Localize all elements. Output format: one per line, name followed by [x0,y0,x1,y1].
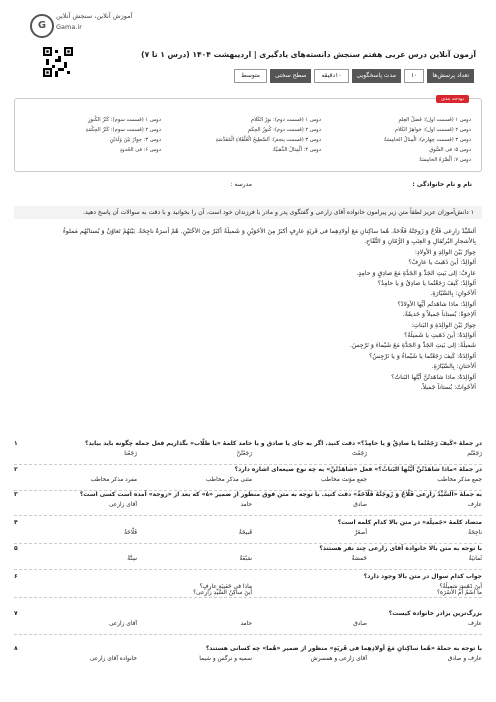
question-text: جواب کدام سوال در متن بالا وجود دارد؟ [363,573,482,580]
qr-code-icon [43,47,73,77]
question-text: در جملهٔ «کَیفَ رَجَعْتُما یا صادِقُ وَ یا حامِدُ؟» دقت کنید. اگر به جای یا صادق و یا حامد کلمهٔ «یا طلّاب» بگذاریم فعل جمله چگونه باید بیاید؟ [84,440,482,447]
passage-line: شَمیلَةُ: إلی بَیتِ الجَدِّ وَ الجَدَّةِ مَعَ شَیْماءَ وَ نَرْجِسَ. [350,342,476,350]
name-label[interactable]: نام و نام خانوادگی : [412,181,472,188]
answer-option[interactable]: ثَمانیَةٌ [468,556,482,562]
syllabus-item: دوس ۱ (قسمت اول): فَضلُ العِلمِ [398,117,471,123]
divider [14,515,482,516]
passage-line: اَلأخَوانِ: بِالسَّیّارَةِ. [430,290,476,298]
time-label: مدت پاسخگویی [352,69,401,83]
answer-option[interactable]: خانواده آقای زارعی [89,656,137,662]
passage-line: اَلوالِدَةُ: أینَ ذَهَبتِ یا شَمیلَةُ؟ [404,332,476,340]
answer-option[interactable]: صادق [353,621,367,627]
passage-line: حِوارٌ بَیْنَ الوالِدِ وَ الأولادِ: [414,248,476,256]
passage-line: اَلأَخَواتُ: بُستاناً جَمیلاً. [420,384,476,392]
answer-option[interactable]: فَلّاحَةٌ [124,530,137,536]
answer-option[interactable]: قَبیحَةٌ [238,530,252,536]
answer-option[interactable]: جمع مذکر مخاطب [437,477,482,483]
time-value: ۱۰دقیقه [314,69,348,83]
count-value: ۱۰ [404,69,424,83]
answer-option[interactable]: أینَ ذَهَبتِ سَمیلَةُ؟ [439,584,482,590]
passage-line: اَلوالِدُ: کَیفَ رَجَعْتُما یا صادِقُ وَ یا حامِدُ؟ [377,280,476,288]
syllabus-item: دوس ۶: فی الحُدودِ [119,147,161,153]
answer-option[interactable]: مفرد مذکر مخاطب [90,477,137,483]
instructions: ۱ دانش‌آموزان عزیز لطفاً متن زیر پیرامون خانواده آقای زارعی و گفتگوی پدر و مادر با فرزندان خود است. آن را بخوانید و با دقت به سوالات آن پاسخ دهید. [14,206,482,219]
divider [14,634,482,635]
passage-line: اَلوالِدُ: أینَ ذَهَبتَ یا عارِفُ؟ [408,259,476,267]
answer-option[interactable]: سَبْعَةٌ [239,556,252,562]
question-text: به جملهٔ «اَلسَّیِّدُ زارِعی فَلّاحٌ وَ زَوجَتُهُ فَلّاحَةٌ» دقت کنید. با توجه به متن فوق منظور از ضمیر «هُ» که بعد از «زوجة» آمده است کسی است؟ [79,491,482,498]
question-text: با توجه به متن بالا خانواده آقای زارعی چند نفر هستند؟ [319,545,482,552]
syllabus-col-1 [384,115,471,165]
answer-option[interactable]: ما اسْمُ أُمِّ الأُسْرَةِ؟ [436,590,482,596]
syllabus-item: دوس ۷: اَلْصَّرَةُ الخامِسَةُ [419,157,471,163]
answer-option[interactable]: رَجَعْتَ [352,451,367,457]
question-number: ۱ [14,440,18,447]
question-item [14,440,482,464]
question-text: با توجه به جملهٔ «هُما ساکِنانِ مَعَ أولادِهِما فی قَریَةٍ» منظور از ضمیر «هُما» چه کسانی هستند؟ [205,645,482,652]
question-number: ۲ [14,466,18,473]
divider [14,464,482,465]
answer-option[interactable]: خَمسَةٌ [351,556,367,562]
passage-line: اَلوالِدُ: ماذا شاهَدتُم أیُّها الأولادُ؟ [397,300,476,308]
answer-option[interactable]: سمیه و نرگس و شیما [199,656,252,662]
divider [14,543,482,544]
question-number: ۴ [14,519,18,526]
syllabus-item: دوس ۳ (قسمت پنجم): اَلسَّطِیحُ الْعُلْقُلاءِ الْمُقَدَّسَةِ [215,137,321,143]
answer-option[interactable]: سِتَّةٌ [127,556,137,562]
passage-line: اَلوالِدَةُ: ماذا شاهَدتُنَّ أیَّتُها البَناتُ؟ [391,373,476,381]
passage-line: اَلإخوَةُ: بُستاناً جَمیلاً وَ حَدیقَةً. [402,311,476,319]
exam-info [234,69,474,83]
question-text: بزرگ‌ترین برادر خانواده کیست؟ [388,610,482,617]
question-item [14,466,482,490]
question-item [14,491,482,515]
brand-logo-icon: G [30,14,54,38]
answer-option[interactable]: أینَ ساکِنُ السَّیِّدِ زارِعی؟ [193,590,252,596]
question-number: ۸ [14,645,18,652]
answer-option[interactable]: عارف [467,621,482,627]
answer-option[interactable]: رَجَعْنا [124,451,137,457]
syllabus-col-2 [216,115,321,155]
question-item [14,610,482,634]
level-label: سطح سختی [270,69,311,83]
passage-line: حِوارٌ بَیْنَ الوالِدَةِ وَ البَناتِ: [411,321,476,329]
syllabus-box [14,98,482,172]
answer-option[interactable]: جمع مؤنث مخاطب [320,477,367,483]
syllabus-item: دوس ۲ (قسمت دوم): کُنوزُ الحِکَمِ [247,127,321,133]
brand-header [30,8,150,48]
answer-option[interactable]: مثنی مذکر مخاطب [205,477,252,483]
level-value: متوسط [234,69,267,83]
passage-line: اَلأُختانِ: بِالسَّیّارَةِ. [431,363,476,371]
divider [14,597,482,598]
answer-option[interactable]: حامد [240,502,252,508]
answer-option[interactable]: آقای زارعی و همسرش [310,656,367,662]
answer-options [22,451,482,457]
syllabus-item: دوس ۲ (قسمت سوم): کَنْزُ الحِکْمَةِ [85,127,161,133]
answer-option[interactable]: عارف [467,502,482,508]
syllabus-item: دوس ۴: اَلْمِثالُ الذَّهبیَّةُ [273,147,321,153]
answer-option[interactable]: عارف و صادق [447,656,482,662]
divider [14,569,482,570]
answer-options [22,556,482,562]
answer-option[interactable]: حامد [240,621,252,627]
syllabus-item: دوس ۱ (قسمت سوم): کَنْزُ الکُنوزِ [88,117,161,123]
answer-option[interactable]: رَجَعْتُنَّ [236,451,252,457]
question-item [14,519,482,543]
answer-options [22,477,482,483]
syllabus-item: دوس ۳: حِوارٌ بَیْنَ وَلَدَیْنِ [109,137,161,143]
answer-options [22,621,482,627]
answer-option[interactable]: آقای زارعی [108,502,137,508]
school-label[interactable]: مدرسه : [230,181,252,188]
passage-line: بِالأشجارِ البُرتُقالِ وَ العِنَبِ وَ الرُّمّانِ وَ التُّفّاحِ. [364,238,476,246]
answer-option[interactable]: رَجَعْتُم [467,451,482,457]
answer-option[interactable]: صادق [353,502,367,508]
syllabus-badge: بودجه بندی [436,95,469,103]
question-number: ۷ [14,610,18,617]
question-text: در جملهٔ «ماذا شاهَدْتُنَّ أیَّتُها البَناتُ؟» فعل «شاهَدْتُنَّ» به چه نوع صیغه‌ای اشاره دارد؟ [234,466,482,473]
reading-passage [20,227,476,394]
answer-option[interactable]: آقای زارعی [108,621,137,627]
answer-option[interactable]: ماذا فی حَقیبَةِ عارِفٍ؟ [199,584,252,590]
syllabus-item: دوس ۳ (قسمت چهارم): الْمِثالُ الخامِسَةُ [383,137,471,143]
answer-option[interactable]: أصغَرُ [354,530,367,536]
question-item [14,645,482,669]
answer-options [22,502,482,508]
page-title: آزمون آنلاین درس عربی هفتم سنجش دانسته‌های یادگیری | اردیبهشت ۱۴۰۴ (درس ۱ تا ۷) [141,50,476,59]
brand-url[interactable]: Gama.ir [56,23,82,31]
question-number: ۶ [14,573,18,580]
question-item [14,545,482,569]
question-item [14,573,482,597]
brand-name: آموزش آنلاین، سنجش آنلاین [56,12,133,20]
answer-option[interactable]: ناجِحَةٌ [468,530,482,536]
passage-line: اَلوالِدَةُ: کَیفَ رَجَعْتُما یا شَیْماءُ وَ یا نَرْجِسُ؟ [369,352,476,360]
answer-options [22,530,482,536]
syllabus-item: دوس ۵: فی السُّوقِ [429,147,471,153]
question-number: ۳ [14,491,18,498]
count-label: تعداد پرسش‌ها [427,69,474,83]
question-text: متضاد کلمهٔ «جَمیلَة» در متن بالا کدام کلمه است؟ [337,519,482,526]
question-number: ۵ [14,545,18,552]
answer-options [22,584,482,596]
passage-line: اَلسَّیِّدُ زارِعی فَلّاحٌ وَ زَوجَتُهُ فَلّاحَةٌ. هُما ساکِنانِ مَعَ أولادِهِما فی قَریَةٍ عارِفٍ أکبَرُ مِنَ الأخَوَیْنِ وَ شَمیلَةُ أکبَرُ مِنَ الأُخْتَیْنِ. هُمْ أُسرَةٌ ناجِحَةٌ. بَیْنَهُمْ تَعاوُنٌ وَ بُستانُهُم مَملوءٌ [62,228,476,235]
passage-line: عارِفٌ: إلی بَیتِ الجَدِّ وَ الجَدَّةِ مَعَ صادِقٍ وَ حامِدٍ. [356,269,476,277]
answer-options [22,656,482,662]
syllabus-col-3 [86,115,161,155]
syllabus-item: دوس ۱ (قسمت دوم): نورُ الکَلامِ [250,117,321,123]
syllabus-item: دوس ۲ (قسمت اول): جَواهِرُ الکَلامِ [394,127,471,133]
